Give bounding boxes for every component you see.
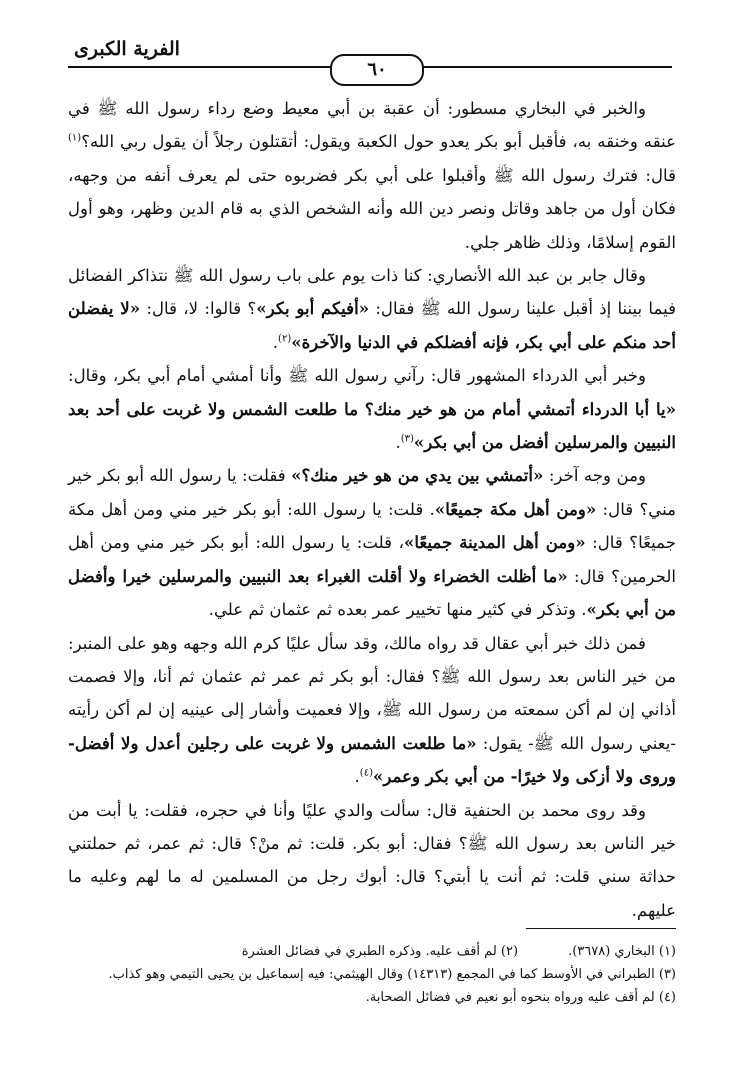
footnote-separator — [526, 928, 676, 929]
text-segment: . وتذكر في كثير منها تخيير عمر بعده ثم عثمان ثم علي. — [208, 600, 587, 620]
page-header — [68, 34, 672, 82]
text-segment: فمن ذلك خبر أبي عقال قد رواه مالك، وقد سأل عليًا كرم الله وجهه وهو على المنبر: من خير الناس بعد رسول الله ﷺ؟ فقال: أبو بكر ثم عمر ثم عثمان ثم أنا، وإلا فصمت أذاني إن لم أكن سمعته من رسول الله ﷺ، وإلا فعميت وأشار إلى عينيه إن لم أكن رأيته -يعني رسول الله ﷺ- يقول: — [68, 633, 676, 753]
paragraph-1 — [68, 92, 676, 259]
footnote-ref-3: (٣) — [400, 433, 414, 445]
text-segment: وقال جابر بن عبد الله الأنصاري: كنا ذات يوم على باب رسول الله ﷺ نتذاكر الفضائل فيما بيننا إذ أقبل علينا رسول الله ﷺ فقال: — [68, 266, 677, 319]
text-segment: . — [354, 767, 360, 787]
paragraph-3 — [68, 359, 676, 459]
paragraph-2 — [68, 259, 676, 359]
text-segment: . — [395, 433, 401, 453]
footnote-ref-1: (١) — [68, 132, 82, 144]
text-segment: والخبر في البخاري مسطور: أن عقبة بن أبي معيط وضع رداء رسول الله ﷺ في عنقه وخنقه به، فأقبل أبو بكر يعدو حول الكعبة ويقول: أتقتلون رجلاً أن يقول ربي الله؟ — [68, 99, 676, 152]
book-title: الفرية الكبرى — [74, 38, 180, 60]
footnote-4: (٤) لم أقف عليه ورواه بنحوه أبو نعيم في فضائل الصحابة. — [365, 990, 676, 1005]
text-segment: . قلت: يا رسول الله: أبو بكر خير مني ومن أهل مكة جميعًا؟ قال: — [68, 499, 676, 553]
hadith-quote: «أتمشي بين يدي من هو خير منك؟» — [291, 465, 544, 486]
text-segment: ؟ قالوا: لا، قال: — [140, 299, 257, 319]
text-segment: . — [272, 332, 279, 352]
page-number: ٦٠ — [330, 54, 424, 86]
text-segment: وقد روى محمد بن الحنفية قال: سألت والدي عليًا وأنا في حجره، فقلت: يا أبت من خير الناس بعد رسول الله ﷺ؟ فقال: أبو بكر. قلت: ثم منْ؟ قال: ثم عمر، ثم حملتني حداثة سني قلت: ثم أنت يا أبتي؟ قال: أبوك رجل من المسلمين له ما لهم وعليه ما عليهم. — [68, 800, 676, 920]
text-segment: ومن وجه آخر: — [543, 466, 646, 486]
hadith-quote: «ومن أهل مكة جميعًا» — [434, 498, 597, 519]
text-segment: فقلت: يا رسول الله أبو بكر خير مني؟ قال: — [68, 466, 676, 519]
footnotes — [68, 940, 676, 1009]
footnote-3: (٣) الطبراني في الأوسط كما في المجمع (١٤٣١٣) وقال الهيثمي: فيه إسماعيل بن يحيى التيمي وهو كذاب. — [108, 967, 676, 982]
paragraph-6 — [68, 794, 676, 928]
paragraph-4 — [68, 459, 676, 626]
text-segment: قال: فترك رسول الله ﷺ وأقبلوا على أبي بكر فضربوه حتى لم يعرف أنفه من وجهه، فكان أول من جاهد وقاتل ونصر دين الله وأنه الشخص الذي به قام الدين وظهر، وهو أول القوم إسلامًا، وذلك ظاهر جلي. — [68, 165, 676, 252]
text-segment: ، قلت: يا رسول الله: أبو بكر خير مني ومن أهل الحرمين؟ قال: — [68, 533, 676, 586]
hadith-quote: «ومن أهل المدينة جميعًا» — [403, 532, 586, 553]
footnote-row — [68, 940, 676, 963]
hadith-quote: «أفيكم أبو بكر» — [256, 298, 370, 319]
hadith-quote: «لا يفضلن أحد منكم على أبي بكر، فإنه أفضلكم في الدنيا والآخرة» — [68, 298, 676, 352]
text-segment: وخبر أبي الدرداء المشهور قال: رآني رسول الله ﷺ وأنا أمشي أمام أبي بكر، وقال: — [68, 366, 646, 386]
footnote-2: (٢) لم أقف عليه. وذكره الطبري في فضائل العشرة — [241, 944, 519, 959]
footnote-1: (١) البخاري (٣٦٧٨). — [568, 944, 676, 959]
hadith-quote: «ما أظلت الخضراء ولا أقلت الغبراء بعد النبيين والمرسلين خيرا وأفضل من أبي بكر» — [68, 565, 676, 620]
hadith-quote: «ما طلعت الشمس ولا غربت على رجلين أعدل ولا أفضل-وروى ولا أزكى ولا خيرًا- من أبي بكر وعمر» — [68, 732, 676, 787]
footnote-ref-4: (٤) — [359, 767, 373, 779]
main-text — [68, 92, 676, 927]
hadith-quote: «يا أبا الدرداء أتمشي أمام من هو خير منك؟ ما طلعت الشمس ولا غربت على أحد بعد النبيين والمرسلين أفضل من أبي بكر» — [68, 398, 676, 453]
paragraph-5 — [68, 627, 676, 794]
footnote-ref-2: (٢) — [278, 333, 292, 345]
